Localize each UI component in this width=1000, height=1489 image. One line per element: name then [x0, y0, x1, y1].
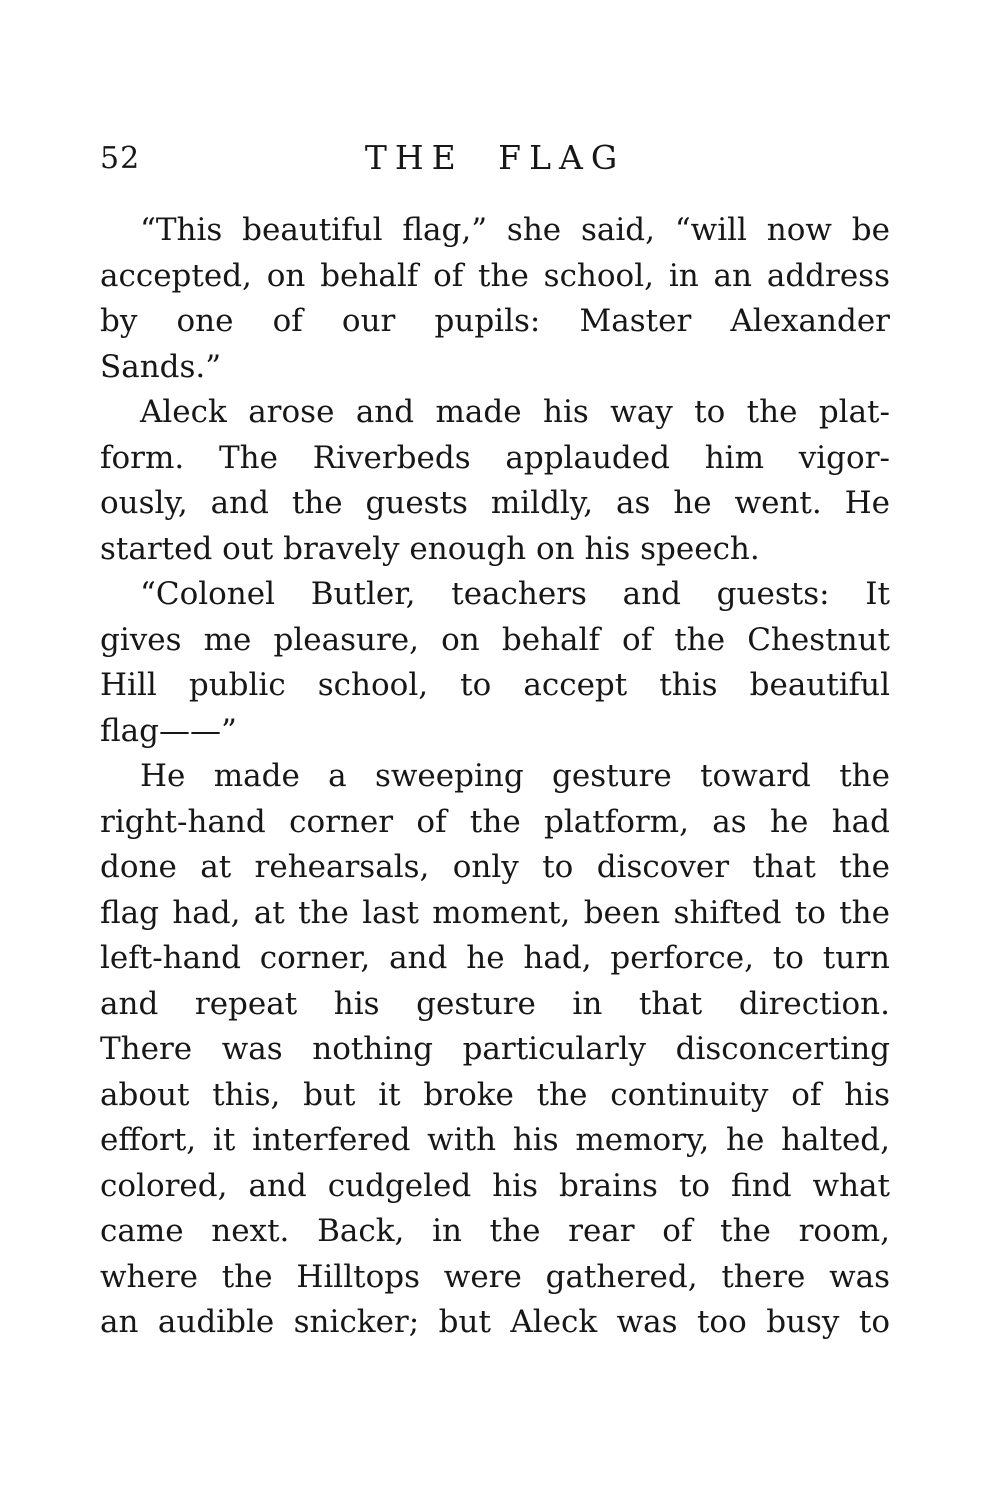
text-line: an audible snicker; but Aleck was too busy to	[100, 1304, 890, 1340]
text-line: where the Hilltops were gathered, there was	[100, 1258, 890, 1295]
text-line: Hill public school, to accept this beautiful	[100, 667, 890, 703]
text-line: ously, and the guests mildly, as he went. He	[100, 485, 890, 521]
paragraph	[100, 208, 890, 390]
text-line: colored, and cudgeled his brains to find what	[100, 1167, 890, 1204]
paragraph	[100, 572, 890, 754]
text-line: accepted, on behalf of the school, in an address	[100, 257, 890, 294]
paragraph	[100, 754, 890, 1346]
text-line: started out bravely enough on his speech.	[100, 530, 760, 567]
text-line: effort, it interfered with his memory, he halted,	[100, 1122, 890, 1158]
paragraph	[100, 390, 890, 572]
text-line: “This beautiful flag,” she said, “will now be	[140, 212, 890, 248]
text-line: about this, but it broke the continuity of his	[100, 1076, 890, 1113]
running-title: THE FLAG	[364, 138, 626, 177]
text-line: flag had, at the last moment, been shifted to the	[100, 894, 890, 931]
text-line: done at rehearsals, only to discover that the	[100, 849, 890, 885]
page-header	[100, 138, 890, 186]
text-line: left-hand corner, and he had, perforce, to turn	[100, 940, 890, 976]
text-line: He made a sweeping gesture toward the	[140, 758, 890, 794]
page-number: 52	[100, 141, 141, 176]
text-line: Aleck arose and made his way to the plat-	[140, 394, 890, 430]
text-line: and repeat his gesture in that direction.	[100, 985, 890, 1022]
text-line: Sands.”	[100, 348, 222, 385]
text-line: form. The Riverbeds applauded him vigor-	[100, 439, 890, 476]
text-line: came next. Back, in the rear of the room,	[100, 1213, 890, 1249]
text-line: flag——”	[100, 712, 237, 749]
text-line: by one of our pupils: Master Alexander	[100, 303, 890, 339]
text-line: gives me pleasure, on behalf of the Chestnut	[100, 621, 890, 658]
text-line: right-hand corner of the platform, as he had	[100, 803, 890, 840]
text-body	[100, 208, 890, 1346]
text-line: There was nothing particularly disconcerting	[100, 1031, 890, 1067]
text-line: “Colonel Butler, teachers and guests: It	[140, 576, 890, 612]
